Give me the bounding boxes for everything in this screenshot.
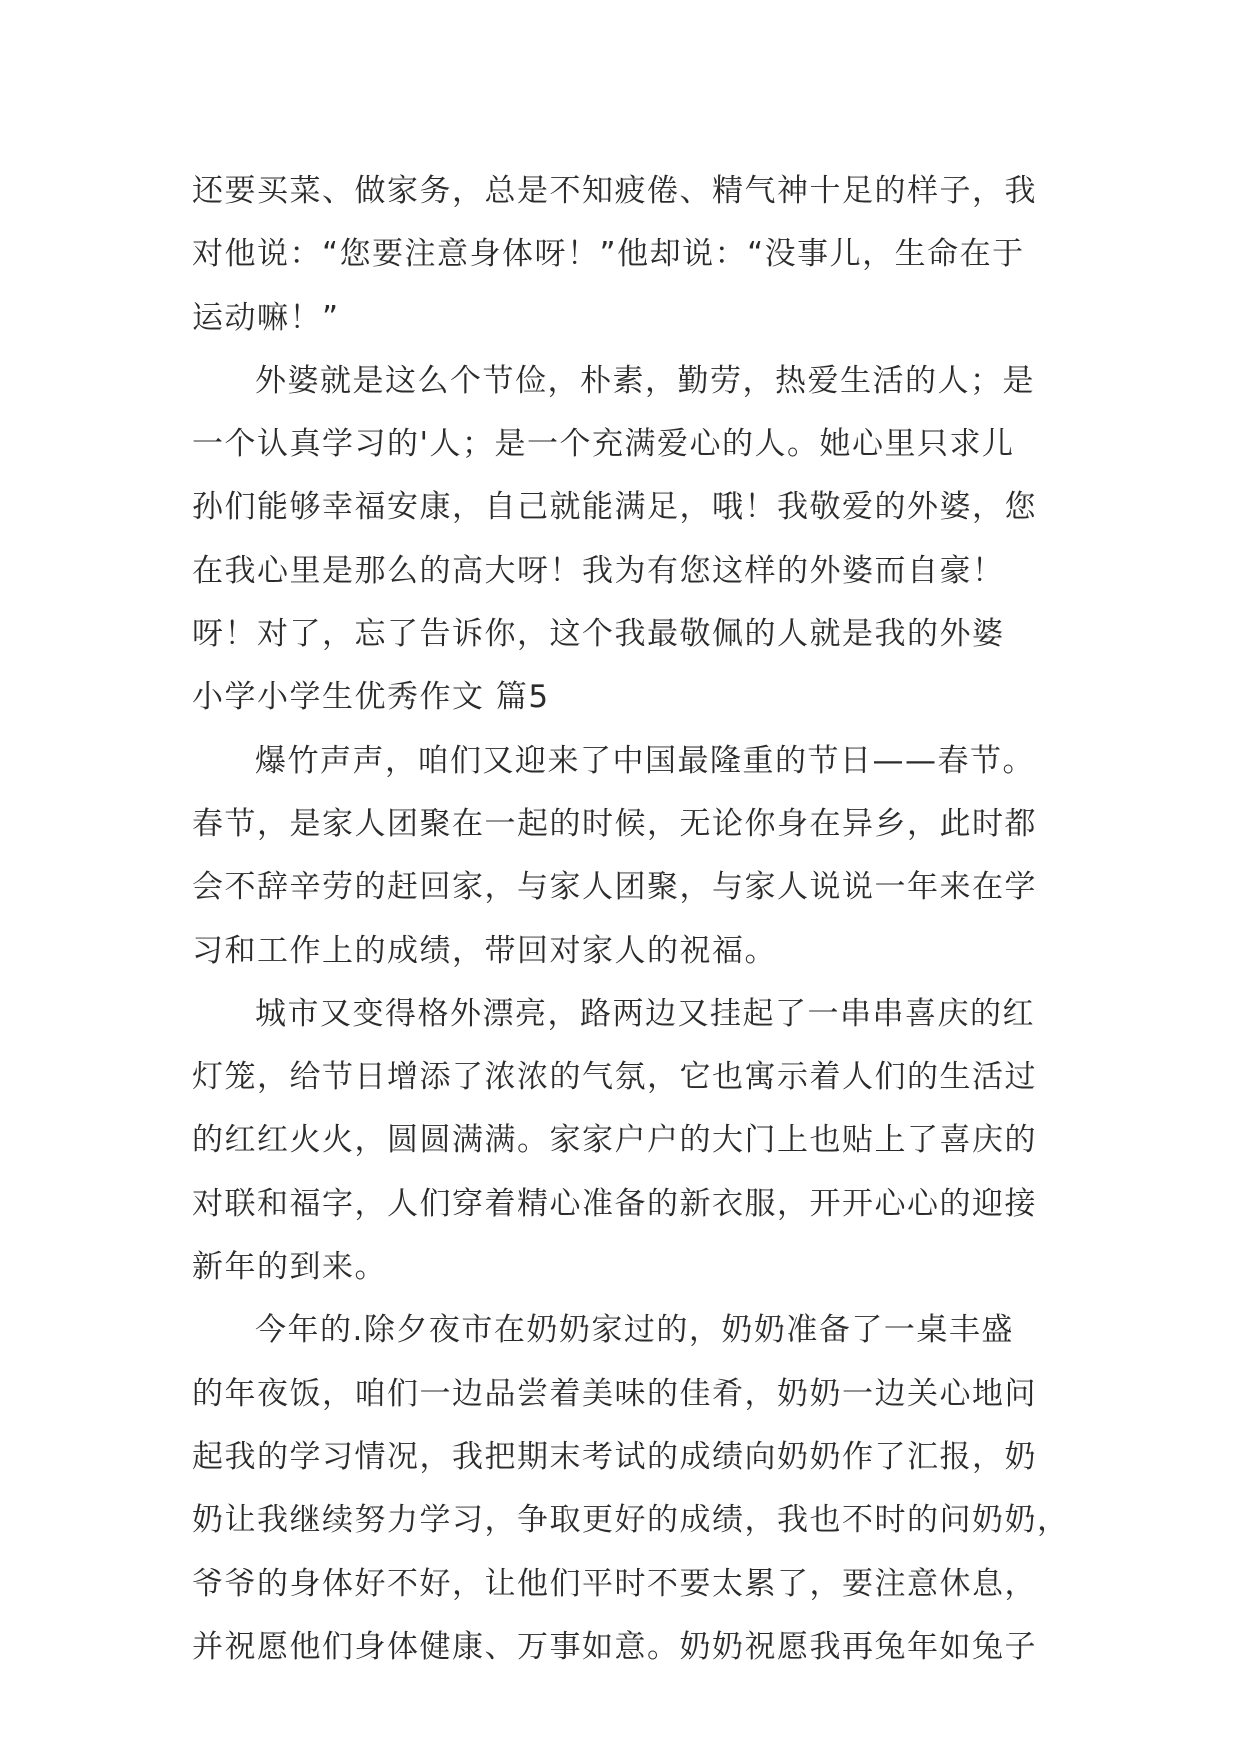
text-line: 并祝愿他们身体健康、万事如意。奶奶祝愿我再兔年如兔子 bbox=[192, 1628, 1037, 1665]
text-line: 运动嘛！” bbox=[192, 299, 340, 336]
text-line: 还要买菜、做家务，总是不知疲倦、精气神十足的样子，我 bbox=[192, 173, 1037, 209]
text-line: 呀！对了，忘了告诉你，这个我最敬佩的人就是我的外婆 bbox=[192, 616, 1005, 653]
text-line: 起我的学习情况，我把期末考试的成绩向奶奶作了汇报，奶 bbox=[192, 1438, 1037, 1475]
document-body bbox=[192, 160, 1072, 1679]
text-line: 习和工作上的成绩，带回对家人的祝福。 bbox=[192, 932, 777, 969]
text-line: 奶让我继续努力学习，争取更好的成绩，我也不时的问奶奶， bbox=[192, 1502, 1070, 1539]
text-line: 新年的到来。 bbox=[192, 1249, 387, 1286]
text-line: 在我心里是那么的高大呀！我为有您这样的外婆而自豪！ bbox=[192, 552, 1005, 589]
text-line: 爆竹声声，咱们又迎来了中国最隆重的节日——春节。 bbox=[255, 742, 1035, 779]
text-line: 的红红火火，圆圆满满。家家户户的大门上也贴上了喜庆的 bbox=[192, 1122, 1037, 1159]
text-line: 春节，是家人团聚在一起的时候，无论你身在异乡，此时都 bbox=[192, 805, 1037, 842]
text-line: 城市又变得格外漂亮，路两边又挂起了一串串喜庆的红 bbox=[255, 995, 1035, 1032]
text-line: 一个认真学习的'人；是一个充满爱心的人。她心里只求儿 bbox=[192, 426, 1015, 463]
text-line: 会不辞辛劳的赶回家，与家人团聚，与家人说说一年来在学 bbox=[192, 869, 1037, 906]
text-line: 对联和福字，人们穿着精心准备的新衣服，开开心心的迎接 bbox=[192, 1185, 1037, 1222]
text-line: 爷爷的身体好不好，让他们平时不要太累了，要注意休息， bbox=[192, 1565, 1037, 1602]
section-heading: 小学小学生优秀作文 篇5 bbox=[192, 679, 550, 716]
text-line: 今年的.除夕夜市在奶奶家过的，奶奶准备了一桌丰盛 bbox=[255, 1312, 1014, 1349]
text-line: 外婆就是这么个节俭，朴素，勤劳，热爱生活的人；是 bbox=[255, 362, 1035, 399]
text-line: 灯笼，给节日增添了浓浓的气氛，它也寓示着人们的生活过 bbox=[192, 1059, 1037, 1096]
text-line: 对他说：“您要注意身体呀！”他却说：“没事儿，生命在于 bbox=[192, 236, 1025, 273]
text-line: 的年夜饭，咱们一边品尝着美味的佳肴，奶奶一边关心地问 bbox=[192, 1375, 1037, 1412]
text-line: 孙们能够幸福安康，自己就能满足，哦！我敬爱的外婆，您 bbox=[192, 489, 1037, 526]
